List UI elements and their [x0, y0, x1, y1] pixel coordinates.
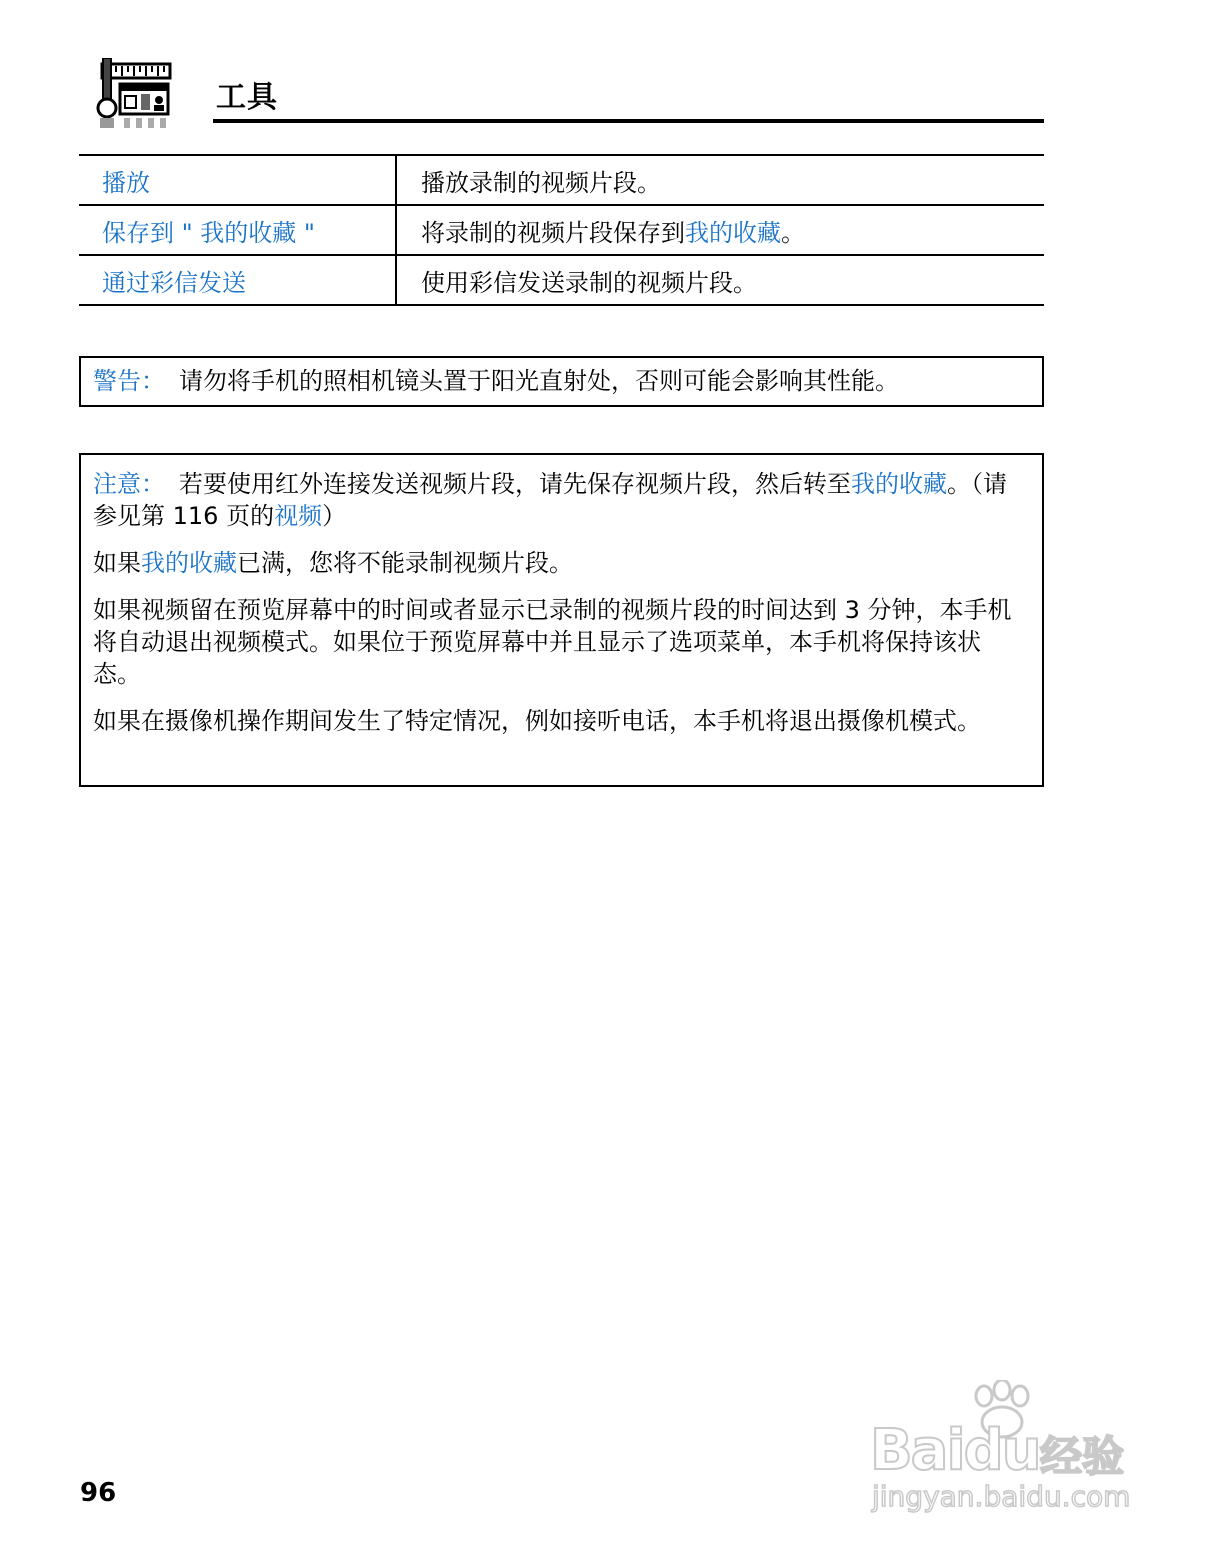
title-rule [213, 119, 1044, 123]
table-row [79, 205, 1044, 255]
text-run: 。（请参见第 116 页的 [93, 470, 1007, 530]
link-text[interactable]: 我的收藏 [141, 549, 237, 577]
table-row [79, 255, 1044, 305]
watermark-url: jingyan.baidu.com [872, 1480, 1131, 1513]
note-box [79, 453, 1044, 787]
text-run: 使用彩信发送录制的视频片段。 [421, 268, 757, 297]
link-text[interactable]: 我的收藏 [851, 470, 947, 498]
option-description [396, 205, 1044, 255]
text-run: 。 [781, 218, 805, 247]
tools-icon [96, 58, 172, 130]
text-run: 将录制的视频片段保存到 [421, 218, 685, 247]
option-name[interactable]: 保存到 " 我的收藏 " [79, 205, 396, 255]
link-text[interactable]: 我的收藏 [685, 218, 781, 247]
note-paragraph [93, 547, 1022, 579]
baidu-jingyan-watermark [862, 1380, 1162, 1520]
note-paragraph [93, 705, 1022, 737]
text-run: 如果在摄像机操作期间发生了特定情况，例如接听电话，本手机将退出摄像机模式。 [93, 707, 981, 735]
watermark-logo: Baidu [870, 1418, 1040, 1483]
text-run: ） [322, 502, 347, 530]
option-name[interactable]: 播放 [79, 155, 396, 205]
text-run: 如果 [93, 549, 141, 577]
warning-text: 请勿将手机的照相机镜头置于阳光直射处，否则可能会影响其性能。 [179, 367, 899, 395]
text-run: 若要使用红外连接发送视频片段，请先保存视频片段，然后转至 [179, 470, 851, 498]
note-paragraph [93, 594, 1022, 690]
option-description [396, 155, 1044, 205]
page-title: 工具 [216, 80, 278, 115]
text-run: 播放录制的视频片段。 [421, 168, 661, 197]
warning-label: 警告： [93, 367, 165, 395]
options-table [79, 154, 1044, 306]
link-text[interactable]: 视频 [274, 502, 323, 530]
note-label: 注意： [93, 470, 165, 498]
warning-box [79, 356, 1044, 407]
option-description [396, 255, 1044, 305]
page-number: 96 [80, 1478, 117, 1508]
table-row [79, 155, 1044, 205]
note-paragraph [93, 468, 1022, 532]
text-run: 已满，您将不能录制视频片段。 [237, 549, 573, 577]
text-run: 如果视频留在预览屏幕中的时间或者显示已录制的视频片段的时间达到 3 分钟，本手机将自动退出视频模式。如果位于预览屏幕中并且显示了选项菜单，本手机将保持该状态。 [93, 596, 1012, 688]
option-name[interactable]: 通过彩信发送 [79, 255, 396, 305]
watermark-logo-cn: 经验 [1040, 1432, 1125, 1481]
